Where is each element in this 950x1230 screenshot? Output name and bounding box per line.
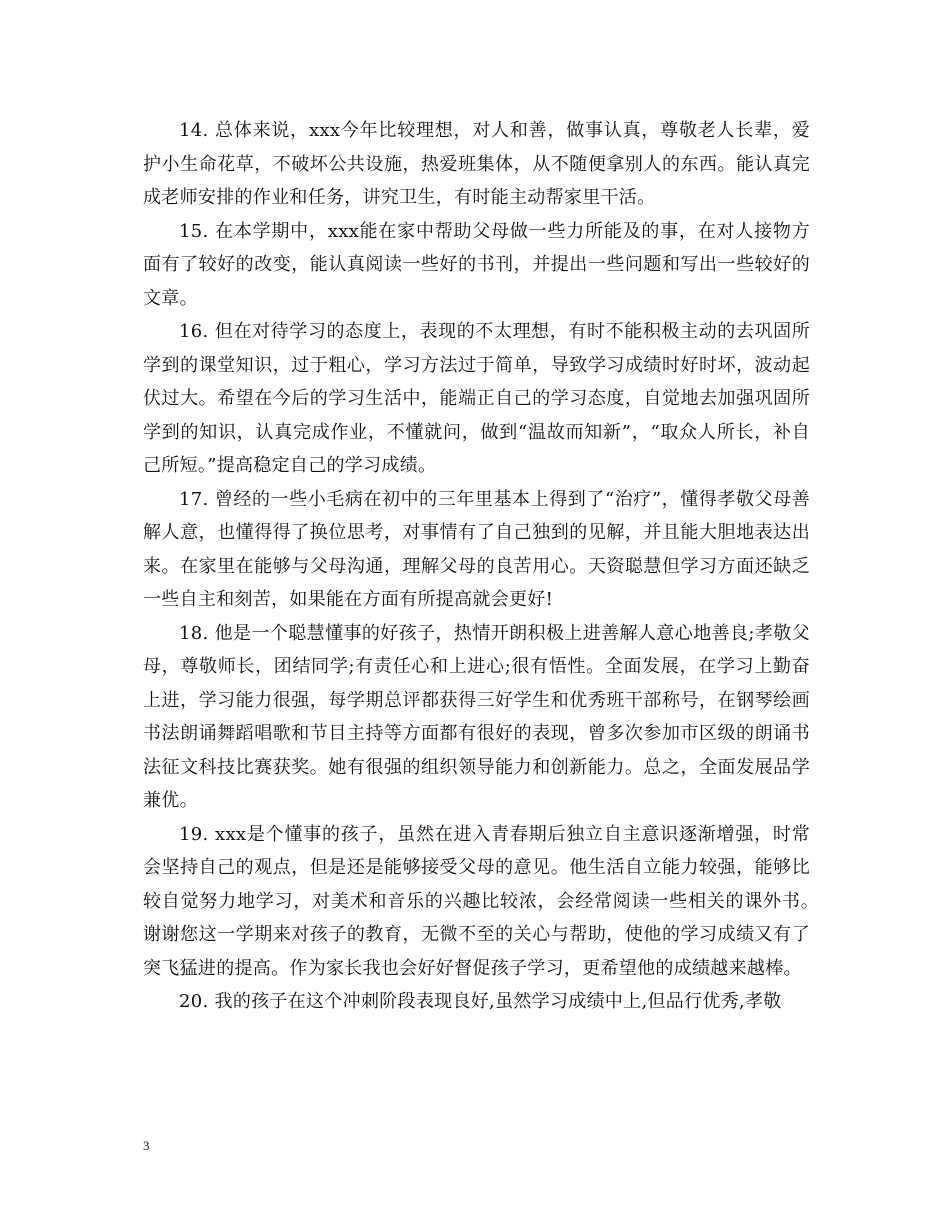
paragraph-16: 16. 但在对待学习的态度上，表现的不太理想，有时不能积极主动的去巩固所学到的课堂知识，过于粗心，学习方法过于简单，导致学习成绩时好时坏，波动起伏过大。希望在今后的学习生活中，能端正自己的学习态度，自觉地去加强巩固所学到的知识，认真完成作业，不懂就问，做到“温故而知新”，“取众人所长，补自己所短。”提高稳定自己的学习成绩。 <box>143 321 810 476</box>
paragraph-18: 18. 他是一个聪慧懂事的好孩子，热情开朗积极上进善解人意心地善良;孝敬父母，尊敬师长，团结同学;有责任心和上进心;很有悟性。全面发展，在学习上勤奋上进，学习能力很强，每学期总评都获得三好学生和优秀班干部称号，在钢琴绘画书法朗诵舞蹈唱歌和节目主持等方面都有很好的表现，曾多次参加市区级的朗诵书法征文科技比赛获奖。她有很强的组织领导能力和创新能力。总之，全面发展品学兼优。 <box>143 622 810 811</box>
paragraph-15: 15. 在本学期中，xxx能在家中帮助父母做一些力所能及的事，在对人接物方面有了较好的改变，能认真阅读一些好的书刊，并提出一些问题和写出一些较好的文章。 <box>143 220 810 309</box>
document-body <box>143 114 829 1019</box>
page-number: 3 <box>143 1138 150 1153</box>
paragraph-17: 17. 曾经的一些小毛病在初中的三年里基本上得到了“治疗”，懂得孝敬父母善解人意，也懂得得了换位思考，对事情有了自己独到的见解，并且能大胆地表达出来。在家里在能够与父母沟通，理解父母的良苦用心。天资聪慧但学习方面还缺乏一些自主和刻苦，如果能在方面有所提高就会更好! <box>143 488 810 610</box>
paragraph-19: 19. xxx是个懂事的孩子，虽然在进入青春期后独立自主意识逐渐增强，时常会坚持自己的观点，但是还是能够接受父母的意见。他生活自立能力较强，能够比较自觉努力地学习，对美术和音乐的兴趣比较浓，会经常阅读一些相关的课外书。 谢谢您这一学期来对孩子的教育，无微不至的关心与帮助，使他的学习成绩又有了突飞猛进的提高。作为家长我也会好好督促孩子学习，更希望他的成绩越来越棒。 <box>143 823 829 979</box>
paragraph-14: 14. 总体来说，xxx今年比较理想，对人和善，做事认真，尊敬老人长辈，爱护小生命花草，不破坏公共设施，热爱班集体，从不随便拿别人的东西。能认真完成老师安排的作业和任务，讲究卫生，有时能主动帮家里干活。 <box>143 120 810 208</box>
paragraph-20: 20. 我的孩子在这个冲刺阶段表现良好,虽然学习成绩中上,但品行优秀,孝敬 <box>179 991 782 1012</box>
